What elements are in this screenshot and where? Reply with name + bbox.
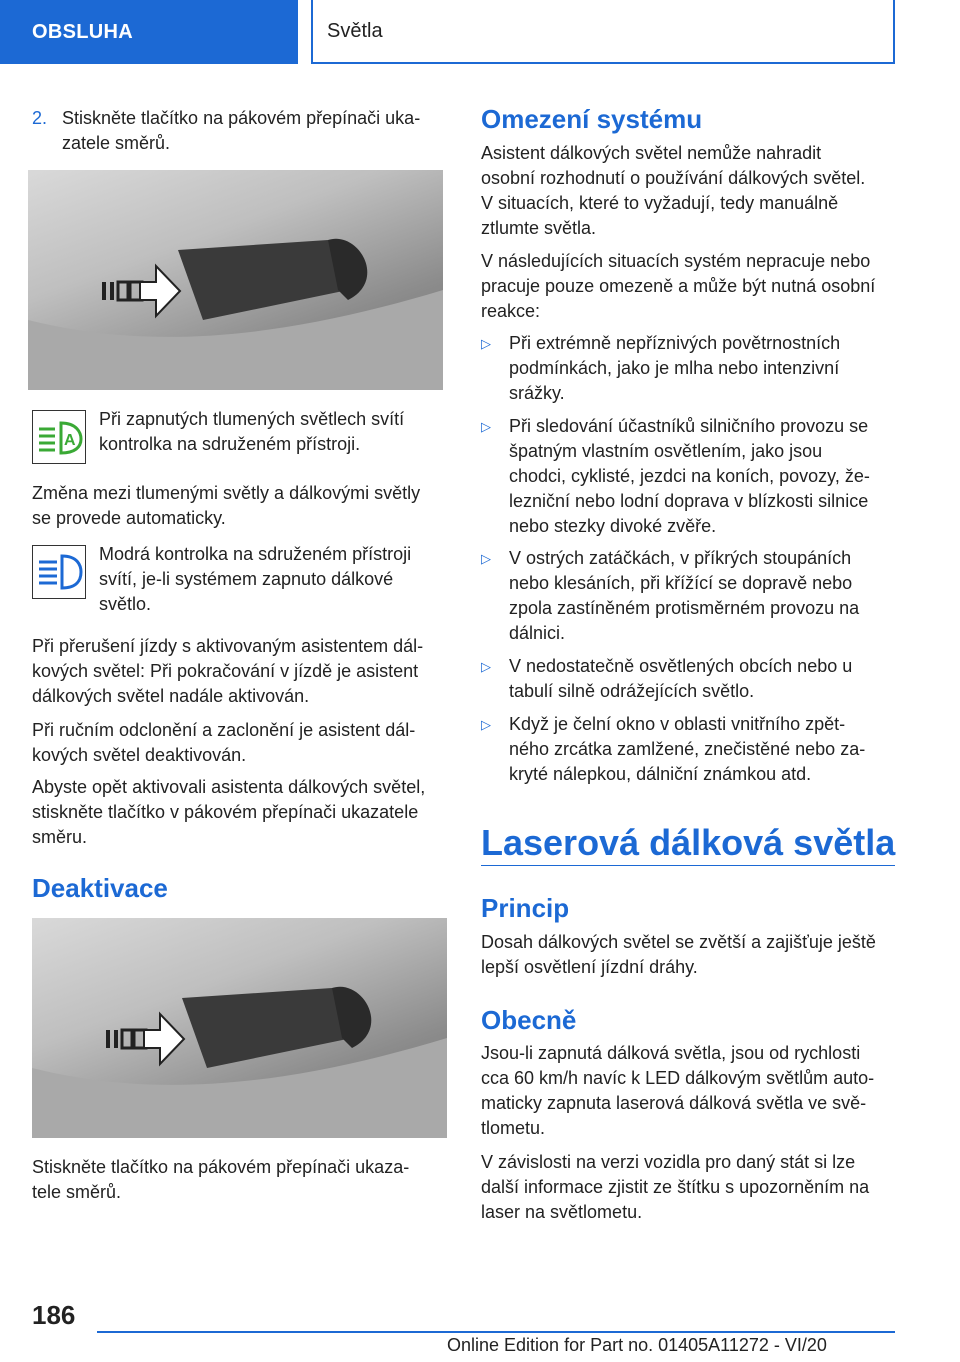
text-line: V závislosti na verzi vozidla pro daný stát si lze	[481, 1152, 856, 1172]
bullet-marker: ▷	[481, 659, 491, 674]
text-line: kových světel deaktivován.	[32, 745, 247, 765]
text-line: zatele směrů.	[62, 133, 171, 153]
text-line: Když je čelní okno v oblasti vnitřního zpět-	[509, 714, 846, 734]
text-line: Abyste opět aktivovali asistenta dálkových světel,	[32, 777, 426, 797]
paragraph	[481, 249, 875, 324]
heading-laser-high-beams: Laserová dálková světla	[481, 822, 896, 863]
step-text	[62, 106, 420, 156]
text-line: světlo.	[99, 594, 152, 614]
turn-signal-lever-photo	[32, 918, 447, 1138]
paragraph	[32, 1155, 409, 1205]
text-line: pracuje pouze omezeně a může být nutná osobní	[481, 276, 876, 296]
chapter-title: Světla	[327, 20, 383, 42]
paragraph	[481, 1150, 869, 1225]
text-line: stiskněte tlačítko v pákovém přepínači ukazatele	[32, 802, 419, 822]
text-line: maticky zapnuta laserová dálková světla ve svě-	[481, 1093, 867, 1113]
text-line: špatným vlastním osvětlením, jako jsou	[509, 441, 823, 461]
text-line: lepší osvětlení jízdní dráhy.	[481, 957, 698, 977]
text-line: dálkových světel nadále aktivován.	[32, 686, 310, 706]
text-line: tabulí silně odrážejících světlo.	[509, 681, 755, 701]
heading-system-limits: Omezení systému	[481, 104, 703, 134]
bullet-marker: ▷	[481, 336, 491, 351]
text-line: V nedostatečně osvětlených obcích nebo u	[509, 656, 853, 676]
text-line: V ostrých zatáčkách, v příkrých stoupáních	[509, 548, 852, 568]
text-line: Při sledování účastníků silničního provozu se	[509, 416, 869, 436]
list-item	[509, 414, 870, 539]
text-line: kových světel: Při pokračování v jízdě je asistent	[32, 661, 419, 681]
indicator-blue-text	[99, 542, 411, 617]
text-line: chodci, cyklisté, jezdci na koních, povozy, že-	[509, 466, 870, 486]
text-line: Stiskněte tlačítko na pákovém přepínači ukaza-	[32, 1157, 410, 1177]
text-line: Dosah dálkových světel se zvětší a zajišťuje ještě	[481, 932, 876, 952]
high-beam-indicator-icon	[32, 545, 86, 599]
page-number: 186	[32, 1300, 76, 1330]
text-line: laser na světlometu.	[481, 1202, 643, 1222]
text-line: tlometu.	[481, 1118, 546, 1138]
list-item	[509, 331, 840, 406]
bullet-marker: ▷	[481, 551, 491, 566]
section-tab	[0, 0, 298, 64]
heading-deactivation: Deaktivace	[32, 873, 168, 903]
text-line: se provede automaticky.	[32, 508, 226, 528]
text-line: Modrá kontrolka na sdruženém přístroji	[99, 544, 412, 564]
bullet-marker: ▷	[481, 419, 491, 434]
chapter-header	[311, 0, 895, 64]
paragraph	[32, 718, 415, 768]
text-line: podmínkách, jako je mlha nebo intenzivní	[509, 358, 840, 378]
text-line: nebo stezky divoké zvěře.	[509, 516, 717, 536]
text-line: kontrolka na sdruženém přístroji.	[99, 434, 361, 454]
paragraph	[481, 141, 865, 241]
list-item	[509, 712, 865, 787]
list-item	[509, 546, 859, 646]
text-line: Při přerušení jízdy s aktivovaným asistentem dál-	[32, 636, 424, 656]
text-line: lezniční nebo lodní doprava v blízkosti silnice	[509, 491, 869, 511]
paragraph	[481, 1041, 874, 1141]
text-line: reakce:	[481, 301, 541, 321]
paragraph	[32, 634, 423, 709]
text-line: ztlumte světla.	[481, 218, 597, 238]
text-line: zpola zastíněném protisměrném provozu na	[509, 598, 860, 618]
text-line: Jsou-li zapnutá dálková světla, jsou od rychlosti	[481, 1043, 861, 1063]
paragraph	[32, 775, 425, 850]
text-line: tele směrů.	[32, 1182, 122, 1202]
heading-underline	[481, 865, 895, 866]
turn-signal-lever-photo	[28, 170, 443, 390]
list-item	[509, 654, 852, 704]
indicator-green-text	[99, 407, 404, 457]
text-line: kryté nálepkou, dálniční známkou atd.	[509, 764, 812, 784]
step-number: 2.	[32, 108, 48, 128]
text-line: V situacích, které to vyžadují, tedy manuálně	[481, 193, 839, 213]
text-line: další informace zjistit ze štítku s upozorněním na	[481, 1177, 870, 1197]
lever-illustration	[28, 170, 443, 390]
text-line: Při ručním odclonění a zaclonění je asistent dál-	[32, 720, 416, 740]
text-line: svítí, je-li systémem zapnuto dálkové	[99, 569, 394, 589]
text-line: cca 60 km/h navíc k LED dálkovým světlům auto-	[481, 1068, 875, 1088]
text-line: Stiskněte tlačítko na pákovém přepínači uka-	[62, 108, 421, 128]
section-label: OBSLUHA	[32, 21, 133, 43]
heading-general: Obecně	[481, 1005, 577, 1035]
bullet-marker: ▷	[481, 717, 491, 732]
text-line: srážky.	[509, 383, 565, 403]
text-line: V následujících situacích systém nepracuje nebo	[481, 251, 871, 271]
low-beam-indicator-icon	[32, 410, 86, 464]
paragraph	[481, 930, 876, 980]
text-line: Asistent dálkových světel nemůže nahradit	[481, 143, 822, 163]
text-line: směru.	[32, 827, 88, 847]
text-line: osobní rozhodnutí o používání dálkových světel.	[481, 168, 866, 188]
lever-illustration	[32, 918, 447, 1138]
text-line: Změna mezi tlumenými světly a dálkovými světly	[32, 483, 421, 503]
paragraph	[32, 481, 420, 531]
footer-rule	[97, 1331, 895, 1333]
text-line: nebo klesáních, při křížící se dopravě nebo	[509, 573, 853, 593]
edition-note: Online Edition for Part no. 01405A11272 - VI/20	[447, 1335, 827, 1355]
text-line: dálnici.	[509, 623, 566, 643]
text-line: Při extrémně nepříznivých povětrnostních	[509, 333, 841, 353]
heading-principle: Princip	[481, 893, 570, 923]
text-line: Při zapnutých tlumených světlech svítí	[99, 409, 405, 429]
svg-text:A: A	[64, 432, 76, 449]
text-line: ného zrcátka zamlžené, znečistěné nebo za-	[509, 739, 866, 759]
